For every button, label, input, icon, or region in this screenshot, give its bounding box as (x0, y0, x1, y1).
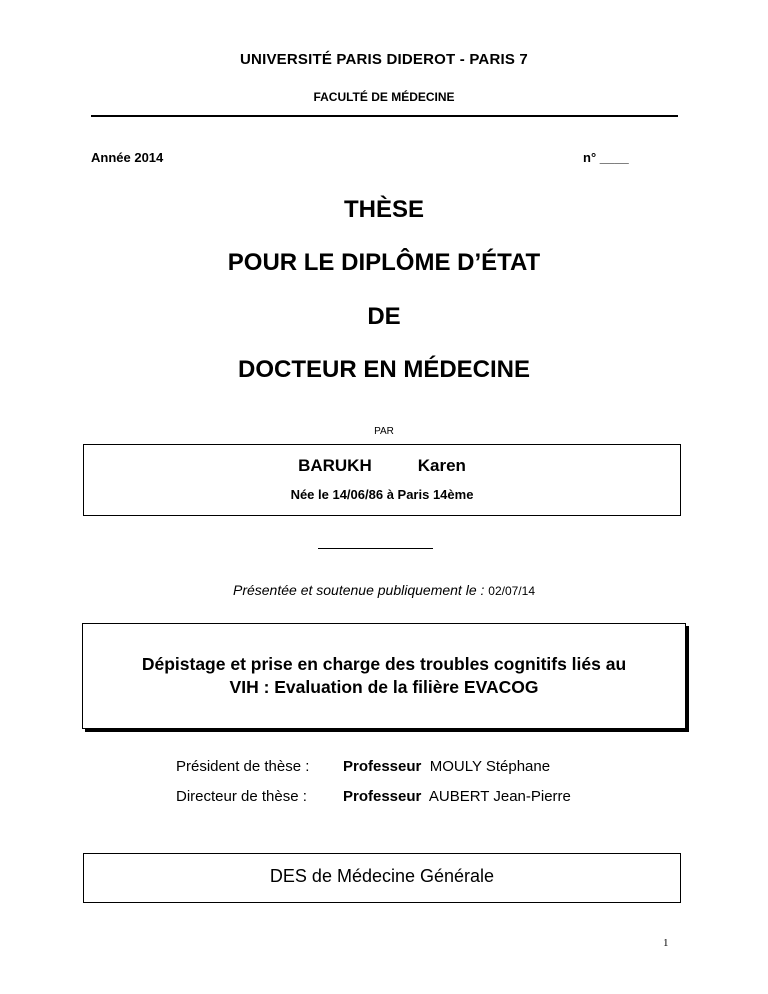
title-line-2: POUR LE DIPLÔME D’ÉTAT (227, 249, 541, 276)
faculty-name: FACULTÉ DE MÉDECINE (313, 90, 455, 104)
title-line-4: DOCTEUR EN MÉDECINE (237, 356, 531, 383)
program-name: DES de Médecine Générale (269, 866, 495, 886)
author-birth: Née le 14/06/86 à Paris 14ème (290, 487, 474, 502)
author-last-name: BARUKH (298, 456, 372, 475)
director-name: AUBERT Jean-Pierre (428, 788, 571, 805)
author-box (83, 444, 681, 516)
thesis-number: n° ____ (583, 150, 629, 165)
jury-director (176, 788, 571, 805)
author-name (83, 456, 681, 476)
thesis-title-line-2: VIH : Evaluation de la filière EVACOG (229, 677, 539, 697)
defense-date: 02/07/14 (488, 584, 535, 598)
president-name: MOULY Stéphane (429, 758, 551, 775)
president-title: Professeur (343, 758, 422, 775)
thesis-title-line-1: Dépistage et prise en charge des troubles cognitifs liés au (141, 654, 627, 674)
year: Année 2014 (91, 150, 164, 165)
by-label: PAR (374, 426, 394, 437)
defense-line (0, 582, 768, 598)
jury-president (176, 758, 550, 775)
defense-label: Présentée et soutenue publiquement le : (232, 582, 489, 598)
president-label: Président de thèse : (176, 758, 310, 775)
title-line-3: DE (367, 303, 401, 330)
director-label: Directeur de thèse : (176, 788, 307, 805)
thesis-title (82, 653, 686, 699)
university-name: UNIVERSITÉ PARIS DIDEROT - PARIS 7 (240, 51, 528, 68)
title-line-1: THÈSE (343, 196, 424, 223)
author-first-name: Karen (417, 456, 466, 475)
separator-line (318, 548, 433, 549)
header-divider (91, 115, 678, 117)
director-title: Professeur (343, 788, 422, 805)
page-number: 1 (663, 937, 669, 949)
